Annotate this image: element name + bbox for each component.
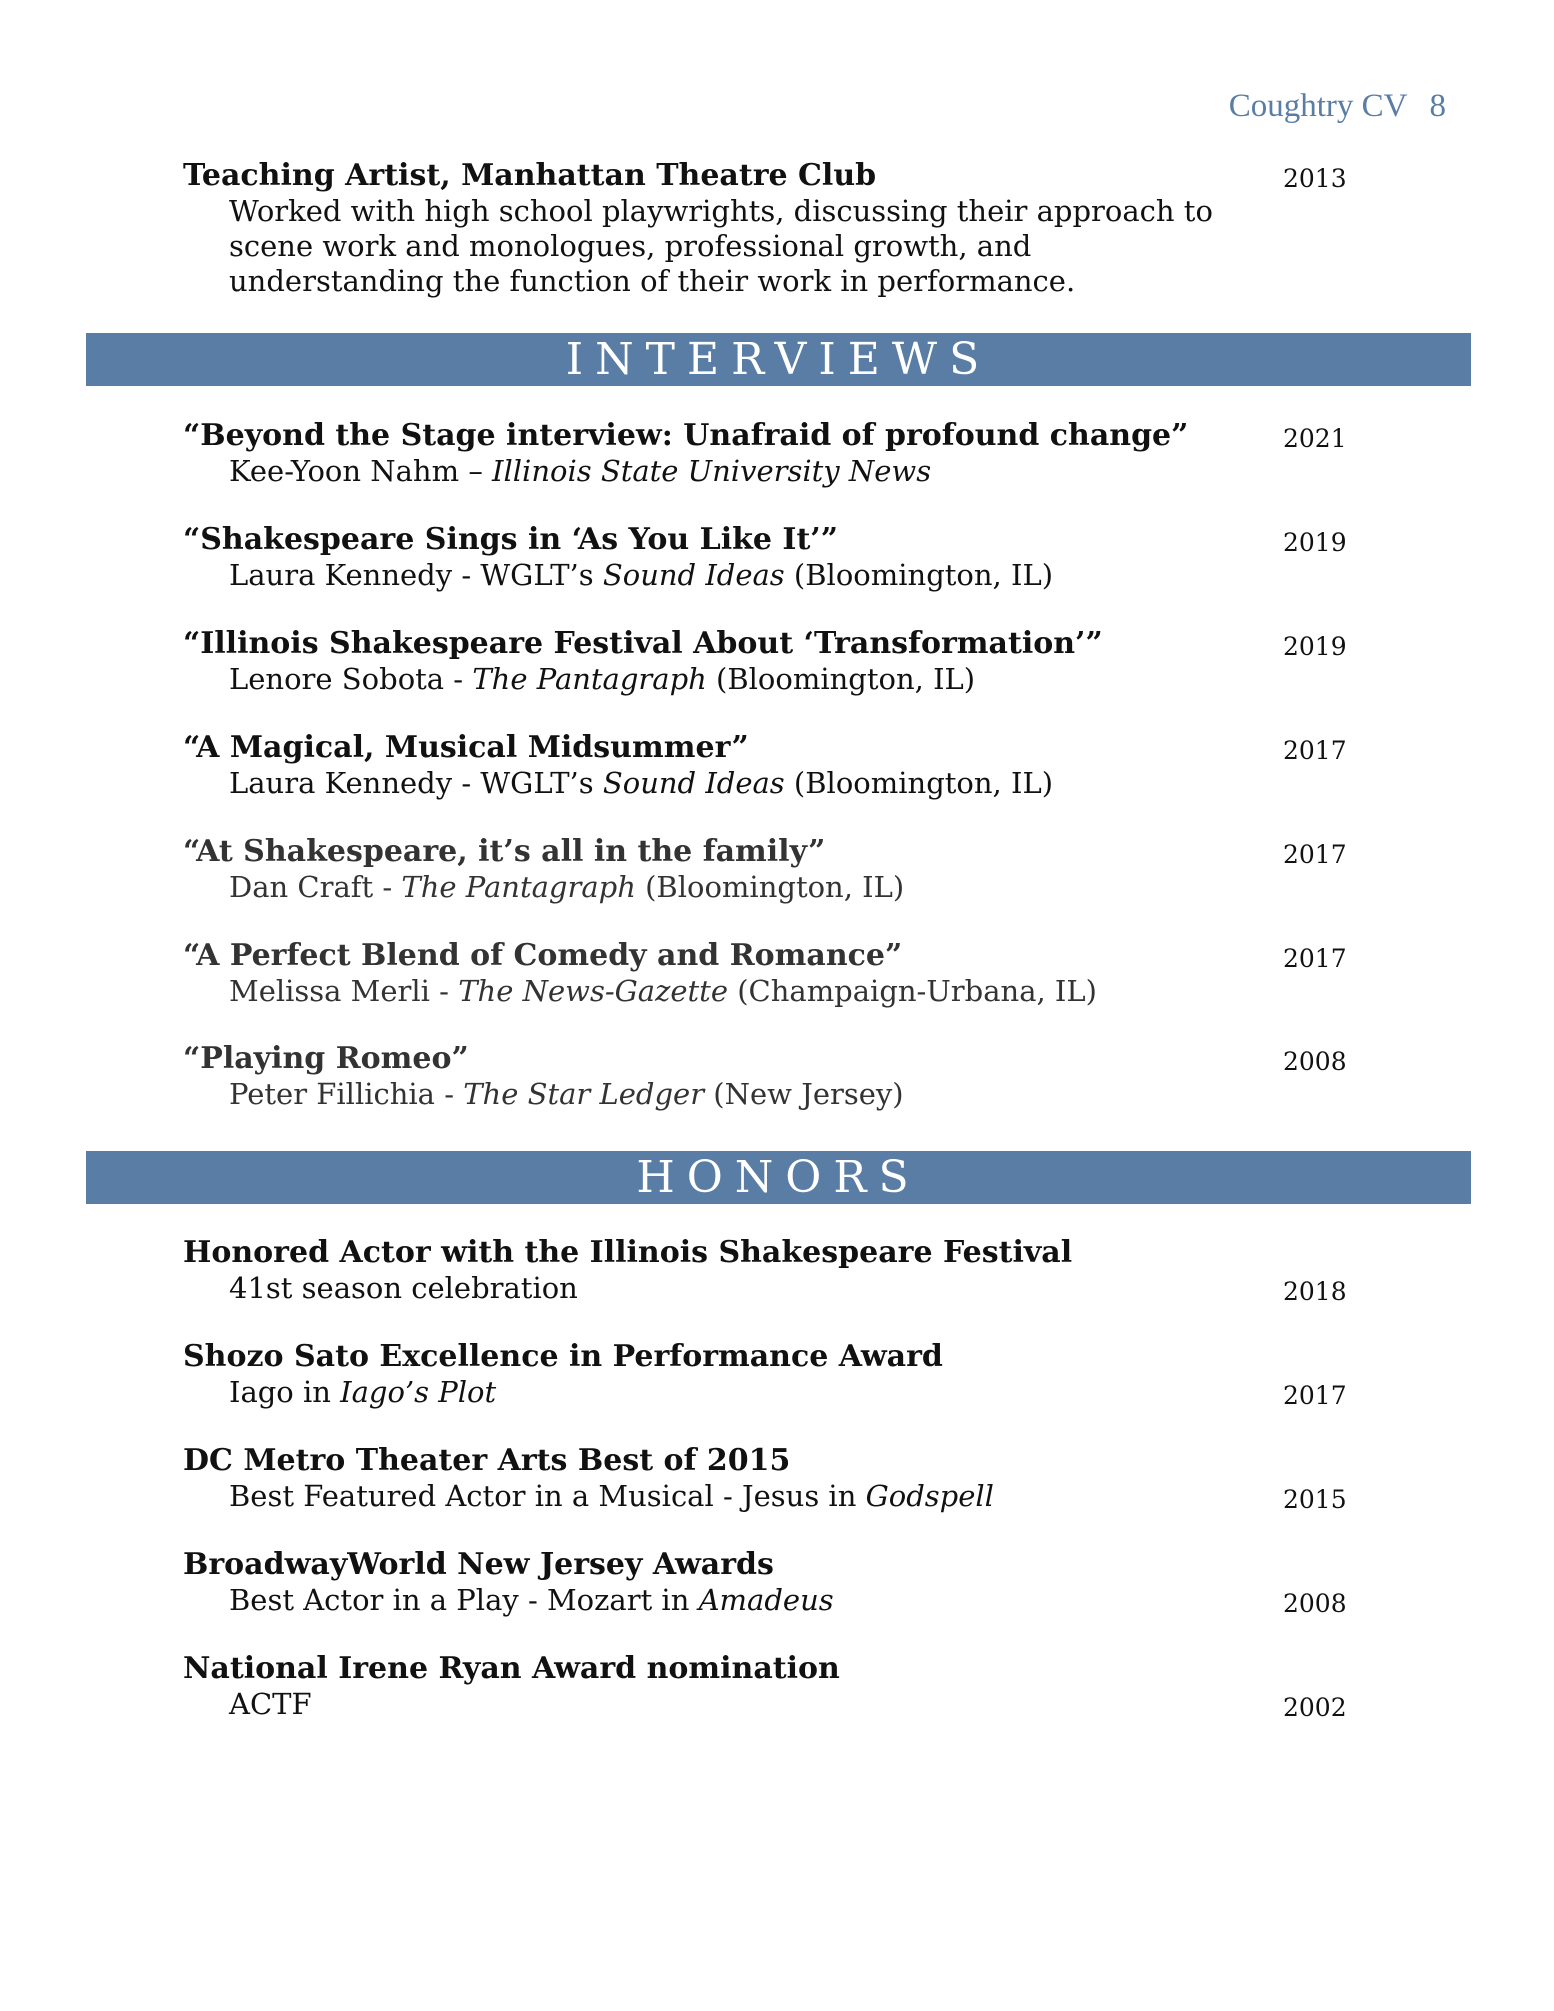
- interview-author: Melissa Merli -: [229, 974, 459, 1008]
- interview-author: Laura Kennedy - WGLT’s: [229, 558, 603, 592]
- interview-item: [183, 626, 1347, 697]
- interview-outlet: Illinois State University News: [492, 454, 932, 488]
- interview-item: [183, 1041, 1347, 1112]
- honor-work: Amadeus: [698, 1583, 834, 1617]
- honor-desc-text: ACTF: [229, 1687, 312, 1721]
- teaching-entry: [183, 158, 1347, 299]
- interview-author: Lenore Sobota -: [229, 662, 473, 696]
- teaching-line: Worked with high school playwrights, discussing their approach to: [229, 194, 1213, 228]
- interview-location: (Bloomington, IL): [635, 870, 905, 904]
- interview-outlet: The Star Ledger: [463, 1077, 705, 1111]
- honor-item: [183, 1651, 1347, 1722]
- page-header: [1229, 88, 1446, 125]
- interview-year: 2017: [1283, 944, 1347, 973]
- honor-desc: [229, 1687, 1343, 1722]
- honor-title: Honored Actor with the Illinois Shakespeare Festival: [183, 1235, 1073, 1270]
- interview-source: [229, 662, 1343, 697]
- honor-title: BroadwayWorld New Jersey Awards: [183, 1547, 774, 1582]
- honor-desc-text: 41st season celebration: [229, 1271, 578, 1305]
- interview-title: “Playing Romeo”: [183, 1041, 469, 1076]
- honor-desc: [229, 1479, 1343, 1514]
- interview-year: 2021: [1283, 424, 1347, 453]
- honor-desc: [229, 1583, 1343, 1618]
- honors-heading: HONORS: [86, 1151, 1471, 1204]
- honor-year: 2017: [1283, 1381, 1347, 1410]
- interview-year: 2019: [1283, 632, 1347, 661]
- interview-title: “A Magical, Musical Midsummer”: [183, 730, 749, 765]
- honor-desc-text: Best Featured Actor in a Musical - Jesus in: [229, 1479, 866, 1513]
- interview-location: (Bloomington, IL): [784, 766, 1054, 800]
- teaching-year: 2013: [1283, 164, 1347, 193]
- interview-location: (New Jersey): [704, 1077, 904, 1111]
- interview-author: Peter Fillichia -: [229, 1077, 464, 1111]
- interview-item: [183, 418, 1347, 489]
- honor-work: Iago’s Plot: [340, 1375, 497, 1409]
- interview-item: [183, 834, 1347, 905]
- interview-title: “Illinois Shakespeare Festival About ‘Transformation’”: [183, 626, 1103, 661]
- honor-desc-text: Iago in: [229, 1375, 341, 1409]
- interview-year: 2008: [1283, 1047, 1347, 1076]
- interview-title: “Shakespeare Sings in ‘As You Like It’”: [183, 522, 839, 557]
- honor-desc: [229, 1271, 1343, 1306]
- honor-item: [183, 1235, 1347, 1306]
- interview-outlet: The Pantagraph: [401, 870, 636, 904]
- teaching-line: understanding the function of their work in performance.: [229, 264, 1076, 298]
- interview-location: (Bloomington, IL): [706, 662, 976, 696]
- interview-year: 2017: [1283, 840, 1347, 869]
- honor-item: [183, 1339, 1347, 1410]
- interview-outlet: The Pantagraph: [472, 662, 707, 696]
- interview-author: Laura Kennedy - WGLT’s: [229, 766, 603, 800]
- honor-year: 2015: [1283, 1485, 1347, 1514]
- interview-title: “Beyond the Stage interview: Unafraid of profound change”: [183, 418, 1189, 453]
- interview-outlet: Sound Ideas: [602, 558, 785, 592]
- honor-desc: [229, 1375, 1343, 1410]
- interview-item: [183, 730, 1347, 801]
- interview-source: [229, 558, 1343, 593]
- interview-item: [183, 522, 1347, 593]
- interview-author: Kee-Yoon Nahm –: [229, 454, 493, 488]
- interviews-heading: INTERVIEWS: [86, 333, 1471, 386]
- teaching-line: scene work and monologues, professional growth, and: [229, 229, 1032, 263]
- teaching-title: Teaching Artist, Manhattan Theatre Club: [183, 158, 877, 193]
- interview-title: “At Shakespeare, it’s all in the family”: [183, 834, 826, 869]
- honor-desc-text: Best Actor in a Play - Mozart in: [229, 1583, 699, 1617]
- interview-location: (Champaign-Urbana, IL): [728, 974, 1097, 1008]
- interview-source: [229, 1077, 1343, 1112]
- honor-title: National Irene Ryan Award nomination: [183, 1651, 840, 1686]
- interview-title: “A Perfect Blend of Comedy and Romance”: [183, 938, 903, 973]
- honor-item: [183, 1547, 1347, 1618]
- header-label: Coughtry CV: [1228, 88, 1408, 124]
- interview-author: Dan Craft -: [229, 870, 402, 904]
- interview-outlet: Sound Ideas: [602, 766, 785, 800]
- honor-year: 2008: [1283, 1589, 1347, 1618]
- honor-title: DC Metro Theater Arts Best of 2015: [183, 1443, 791, 1478]
- page-number: 8: [1429, 88, 1446, 124]
- honor-work: Godspell: [865, 1479, 994, 1513]
- honor-title: Shozo Sato Excellence in Performance Award: [183, 1339, 943, 1374]
- interview-source: [229, 974, 1343, 1009]
- honor-year: 2002: [1283, 1693, 1347, 1722]
- honor-item: [183, 1443, 1347, 1514]
- interview-year: 2017: [1283, 736, 1347, 765]
- interview-location: (Bloomington, IL): [784, 558, 1054, 592]
- honor-year: 2018: [1283, 1277, 1347, 1306]
- interview-source: [229, 766, 1343, 801]
- interview-outlet: The News-Gazette: [458, 974, 728, 1008]
- interview-source: [229, 454, 1343, 489]
- interview-year: 2019: [1283, 528, 1347, 557]
- interview-source: [229, 870, 1343, 905]
- interview-item: [183, 938, 1347, 1009]
